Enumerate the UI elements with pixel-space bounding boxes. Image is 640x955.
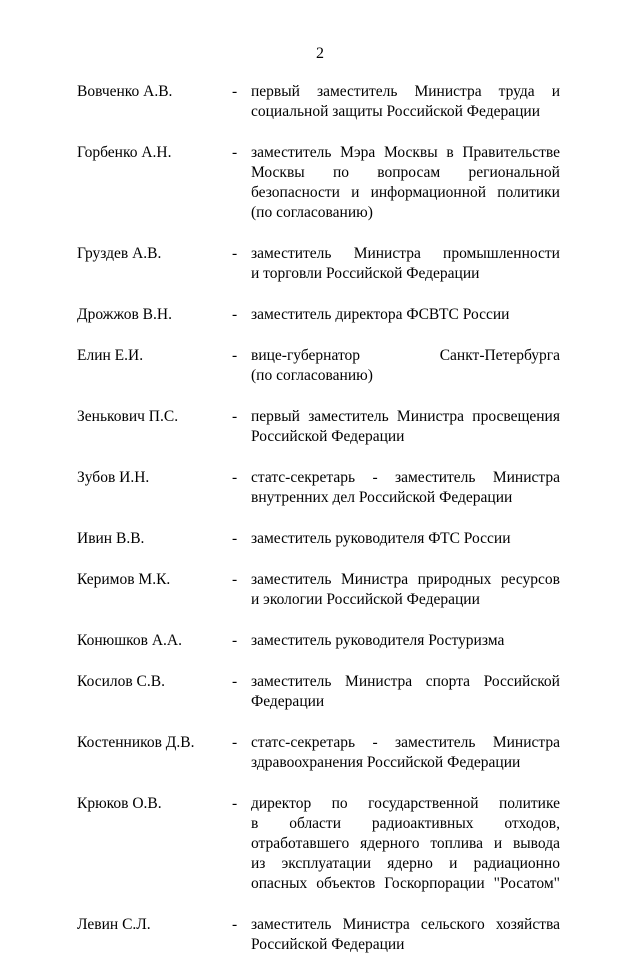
description-line: статс-секретарь - заместитель Министра bbox=[251, 469, 560, 486]
official-name: Елин Е.И. bbox=[77, 347, 144, 364]
separator-dash: - bbox=[232, 632, 238, 649]
description-line: директор по государственной политике bbox=[251, 795, 560, 812]
description-line: первый заместитель Министра труда и bbox=[251, 83, 560, 100]
description-line: в области радиоактивных отходов, bbox=[251, 815, 560, 832]
roster-entry bbox=[77, 143, 560, 223]
roster-entry bbox=[77, 794, 560, 894]
description-line: Москвы по вопросам региональной bbox=[251, 164, 560, 181]
description-line: Федерации bbox=[251, 693, 325, 710]
roster-entry bbox=[77, 631, 560, 651]
description-line: заместитель Мэра Москвы в Правительстве bbox=[251, 144, 560, 161]
description-line: опасных объектов Госкорпорации "Росатом" bbox=[251, 875, 560, 892]
official-name: Зенькович П.С. bbox=[77, 408, 179, 425]
description-line: первый заместитель Министра просвещения bbox=[251, 408, 560, 425]
roster-entry bbox=[77, 672, 560, 712]
separator-dash: - bbox=[232, 673, 238, 690]
description-line: заместитель Министра промышленности bbox=[251, 245, 560, 262]
description-line: отработавшего ядерного топлива и вывода bbox=[251, 835, 560, 852]
official-name: Дрожжов В.Н. bbox=[77, 306, 172, 323]
position-description bbox=[251, 733, 560, 773]
description-line: заместитель руководителя ФТС России bbox=[251, 530, 511, 547]
position-description bbox=[251, 529, 560, 549]
roster-entry bbox=[77, 244, 560, 284]
separator-dash: - bbox=[232, 571, 238, 588]
roster-entry bbox=[77, 82, 560, 122]
description-line: Российской Федерации bbox=[251, 936, 405, 953]
separator-dash: - bbox=[232, 916, 238, 933]
position-description bbox=[251, 407, 560, 447]
position-description bbox=[251, 915, 560, 955]
official-name: Левин С.Л. bbox=[77, 916, 151, 933]
position-description bbox=[251, 570, 560, 610]
description-line: здравоохранения Российской Федерации bbox=[251, 754, 521, 771]
separator-dash: - bbox=[232, 245, 238, 262]
position-description bbox=[251, 346, 560, 386]
official-name: Керимов М.К. bbox=[77, 571, 171, 588]
description-line: заместитель Министра природных ресурсов bbox=[251, 571, 560, 588]
separator-dash: - bbox=[232, 469, 238, 486]
roster-entry bbox=[77, 529, 560, 549]
separator-dash: - bbox=[232, 530, 238, 547]
description-line: Российской Федерации bbox=[251, 428, 405, 445]
official-name: Горбенко А.Н. bbox=[77, 144, 172, 161]
position-description bbox=[251, 794, 560, 894]
roster-entry bbox=[77, 407, 560, 447]
description-line: заместитель руководителя Ростуризма bbox=[251, 632, 505, 649]
position-description bbox=[251, 468, 560, 508]
roster-entry bbox=[77, 915, 560, 955]
separator-dash: - bbox=[232, 795, 238, 812]
position-description bbox=[251, 82, 560, 122]
roster-entry bbox=[77, 570, 560, 610]
official-name: Костенников Д.В. bbox=[77, 734, 195, 751]
description-line: (по согласованию) bbox=[251, 204, 373, 221]
position-description bbox=[251, 244, 560, 284]
official-name: Косилов С.В. bbox=[77, 673, 165, 690]
description-line: внутренних дел Российской Федерации bbox=[251, 489, 513, 506]
position-description bbox=[251, 631, 560, 651]
separator-dash: - bbox=[232, 306, 238, 323]
separator-dash: - bbox=[232, 734, 238, 751]
description-line: заместитель Министра спорта Российской bbox=[251, 673, 560, 690]
page-number: 2 bbox=[316, 45, 324, 62]
description-line: статс-секретарь - заместитель Министра bbox=[251, 734, 560, 751]
position-description bbox=[251, 143, 560, 223]
separator-dash: - bbox=[232, 347, 238, 364]
separator-dash: - bbox=[232, 408, 238, 425]
position-description bbox=[251, 305, 560, 325]
roster-entry bbox=[77, 733, 560, 773]
description-line: безопасности и информационной политики bbox=[251, 184, 560, 201]
separator-dash: - bbox=[232, 144, 238, 161]
description-line: вице-губернатор Санкт-Петербурга bbox=[251, 347, 560, 364]
official-name: Ивин В.В. bbox=[77, 530, 145, 547]
roster-entry bbox=[77, 468, 560, 508]
description-line: (по согласованию) bbox=[251, 367, 373, 384]
description-line: заместитель директора ФСВТС России bbox=[251, 306, 510, 323]
official-name: Груздев А.В. bbox=[77, 245, 162, 262]
official-name: Конюшков А.А. bbox=[77, 632, 182, 649]
description-line: и экологии Российской Федерации bbox=[251, 591, 480, 608]
official-name: Вовченко А.В. bbox=[77, 83, 173, 100]
official-name: Крюков О.В. bbox=[77, 795, 162, 812]
separator-dash: - bbox=[232, 83, 238, 100]
description-line: и торговли Российской Федерации bbox=[251, 265, 480, 282]
official-name: Зубов И.Н. bbox=[77, 469, 150, 486]
description-line: заместитель Министра сельского хозяйства bbox=[251, 916, 560, 933]
position-description bbox=[251, 672, 560, 712]
roster-entry bbox=[77, 346, 560, 386]
description-line: из эксплуатации ядерно и радиационно bbox=[251, 855, 560, 872]
description-line: социальной защиты Российской Федерации bbox=[251, 103, 541, 120]
roster-entry bbox=[77, 305, 560, 325]
roster-list bbox=[77, 82, 560, 955]
